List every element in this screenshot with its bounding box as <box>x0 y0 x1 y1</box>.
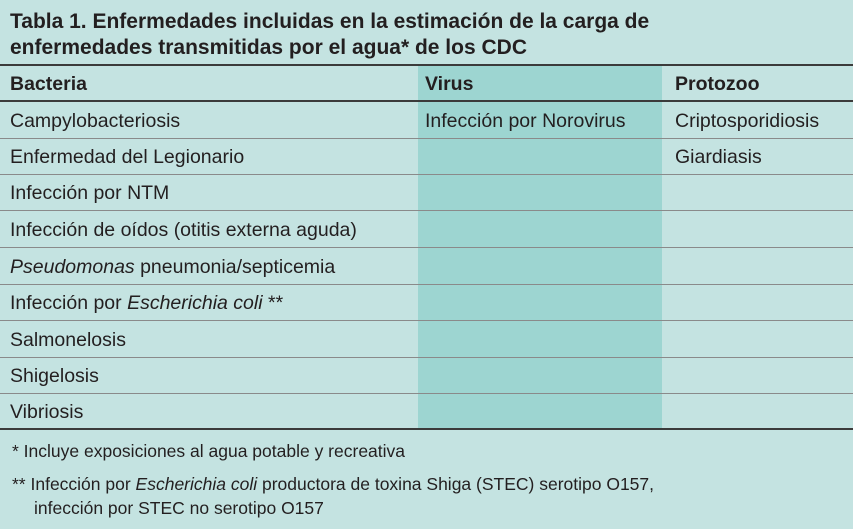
header-protozoo: Protozoo <box>675 73 760 95</box>
table-row <box>0 175 853 211</box>
table-row <box>0 358 853 394</box>
table-row <box>0 249 853 285</box>
table-header-row <box>0 66 853 102</box>
bacteria-cell: Vibriosis <box>10 401 84 423</box>
table-row <box>0 322 853 358</box>
bacteria-cell: Infección por Escherichia coli ** <box>10 292 284 314</box>
bacteria-cell: Salmonelosis <box>10 329 126 351</box>
table-row <box>0 394 853 430</box>
table-row <box>0 103 853 139</box>
footnote-2: ** Infección por Escherichia coli productora de toxina Shiga (STEC) serotipo O157, infección por STEC no serotipo O157 <box>12 474 655 518</box>
bacteria-cell: Shigelosis <box>10 365 99 387</box>
bacteria-cell: Pseudomonas pneumonia/septicemia <box>10 256 336 278</box>
table-row <box>0 212 853 248</box>
bacteria-cell: Campylobacteriosis <box>10 110 181 132</box>
header-virus: Virus <box>425 73 474 95</box>
table-title <box>10 9 846 61</box>
table-row <box>0 285 853 321</box>
bacteria-cell: Infección de oídos (otitis externa aguda) <box>10 219 357 241</box>
footnote-1: * Incluye exposiciones al agua potable y recreativa <box>12 441 406 461</box>
bacteria-cell: Infección por NTM <box>10 182 170 204</box>
protozoo-cell: Giardiasis <box>675 146 762 168</box>
title-line-1: Tabla 1. Enfermedades incluidas en la estimación de la carga de <box>10 10 650 33</box>
header-bacteria: Bacteria <box>10 73 87 95</box>
bacteria-cell: Enfermedad del Legionario <box>10 146 245 168</box>
table-row <box>0 139 853 175</box>
title-line-2: enfermedades transmitidas por el agua* de los CDC <box>10 36 527 59</box>
virus-cell: Infección por Norovirus <box>425 110 626 132</box>
protozoo-cell: Criptosporidiosis <box>675 110 820 132</box>
